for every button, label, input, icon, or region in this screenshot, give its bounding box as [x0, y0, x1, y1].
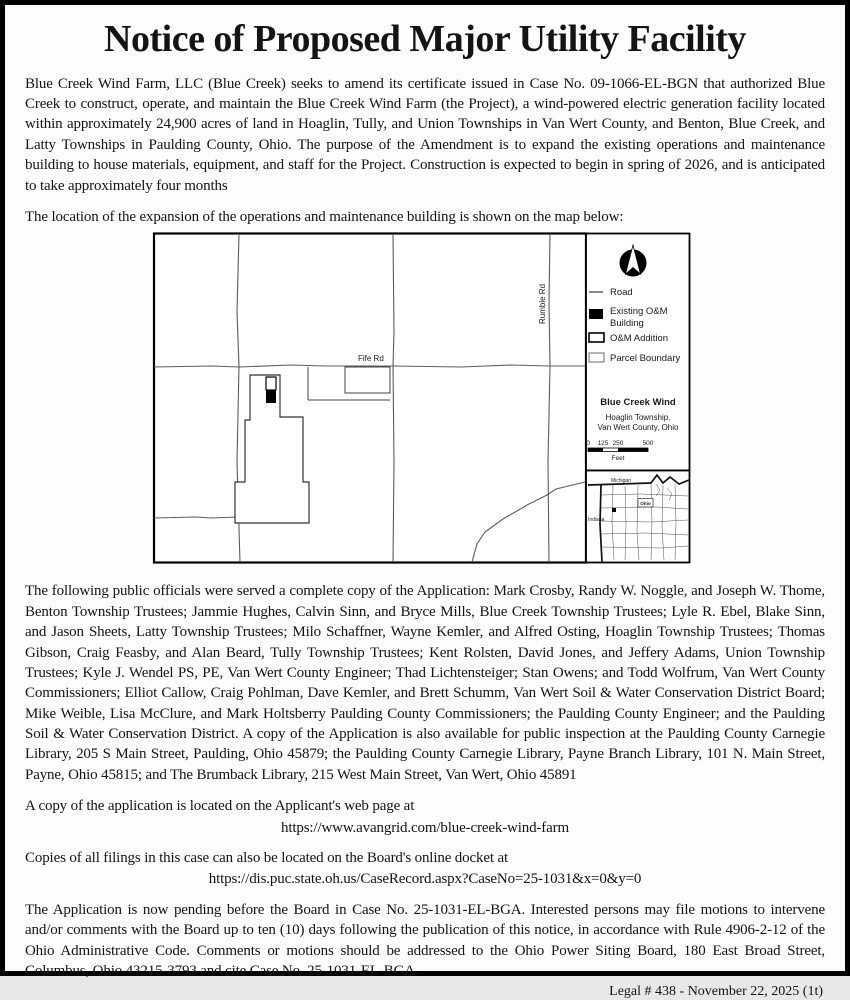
page-title: Notice of Proposed Major Utility Facility: [104, 18, 746, 60]
docket-line: Copies of all filings in this case can also be located on the Board's online docket at: [25, 850, 509, 867]
scale-tick-0: 0: [586, 440, 590, 448]
rumble-rd-label: Rumble Rd: [538, 284, 547, 325]
web-page-url: https://www.avangrid.com/blue-creek-wind-farm: [280, 819, 569, 836]
fife-rd-label: Fife Rd: [358, 354, 384, 364]
scale-tick-125: 125: [597, 440, 609, 448]
legend-addition-swatch: [589, 333, 604, 342]
map-frame: [154, 234, 586, 563]
legend-parcel-label: Parcel Boundary: [610, 353, 681, 365]
scale-tick-250: 250: [612, 440, 624, 448]
legend-existing-label-2: Building: [610, 318, 644, 330]
docket-url: https://dis.puc.state.oh.us/CaseRecord.aspx?CaseNo=25-1031&x=0&y=0: [208, 871, 642, 888]
legend-title: Blue Creek Wind: [600, 397, 676, 409]
legend-subtitle-2: Van Wert County, Ohio: [597, 423, 679, 433]
scale-tick-500: 500: [642, 440, 654, 448]
intro-paragraph: Blue Creek Wind Farm, LLC (Blue Creek) seeks to amend its certificate issued in Case No. 09-1066-EL-BGN that authorized Blue Creek to construct, operate, and maintain the Blue Creek Wind Farm (the Project), a wind-powered electric generation facility located within approximately 24,900 acres of land in Hoaglin, Tully, and Union Townships in Van Wert County, and Benton, Blue Creek, and Latty Townships in Paulding County, Ohio. The purpose of the Amendment is to expand the existing operations and maintenance building to house materials, equipment, and staff for the Project. Construction is expected to begin in spring of 2026, and is anticipated to take approximately four months: [25, 75, 825, 194]
om-addition-shape: [266, 377, 276, 390]
pending-paragraph: The Application is now pending before the Board in Case No. 25-1031-EL-BGA. Interested persons may file motions to intervene and/or comments with the Board up to ten (10) days following the publication of this notice, in accordance with Rule 4906-2-12 of the Ohio Administrative Code. Comments or motions should be addressed to the Ohio Power Siting Board, 180 East Broad Street, Columbus, Ohio 43215-3793 and cite Case No. 25-1031-EL-BGA.: [25, 901, 825, 979]
legend-addition-label: O&M Addition: [610, 333, 669, 345]
inset-site-marker: [612, 508, 616, 512]
inset-michigan-label: Michigan: [610, 478, 632, 485]
existing-building-shape: [266, 390, 276, 403]
legal-footer: Legal # 438 - November 22, 2025 (1t): [609, 984, 823, 1000]
web-page-line: A copy of the application is located on the Applicant's web page at: [25, 798, 415, 815]
legend-parcel-swatch: [589, 353, 604, 362]
legend-existing-swatch: [589, 309, 603, 319]
map-caption: The location of the expansion of the operations and maintenance building is shown on the map below:: [25, 208, 624, 225]
location-map-figure: [151, 232, 691, 564]
officials-paragraph: The following public officials were served a complete copy of the Application: Mark Crosby, Randy W. Noggle, and Joseph W. Thome, Benton Township Trustees; Jammie Hughes, Calvin Sinn, and Bryce Mills, Blue Creek Township Trustees; Lyle R. Ebel, Blake Sinn, and Jason Sheets, Latty Township Trustees; Milo Schaffner, Wayne Kemler, and Alfred Osting, Hoaglin Township Trustees; Thomas Gibson, Craig Feasby, and Alan Beard, Tully Township Trustees; Kent Rolsten, David Jones, and Jeffery Adams, Union Township Trustees; Kyle J. Wendel PS, PE, Van Wert County Engineer; Thad Lichtensteiger; Stan Owens; and Todd Wolfrum, Van Wert County Commissioners; Elliot Callow, Craig Pohlman, Dave Kemler, and Brett Schumm, Van Wert Soil & Water Conservation District Board; Mike Weible, Lisa McClure, and Mark Holtsberry Paulding County Commissioners; the Paulding County Engineer; and the Paulding Soil & Water Conservation District. A copy of the Application is also available for public inspection at the Paulding County Carnegie Library, 205 S Main Street, Paulding, Ohio 45879; the Paulding County Carnegie Library, Payne Branch Library, 101 N. Main Street, Payne, Ohio 45815; and The Brumback Library, 215 West Main Street, Van Wert, Ohio 45891: [25, 583, 825, 783]
legend-existing-label-1: Existing O&M: [610, 306, 668, 318]
road-center: [393, 234, 394, 562]
scale-unit-label: Feet: [611, 455, 625, 463]
inset-indiana-label: Indiana: [588, 517, 605, 524]
inset-ohio-label: Ohio: [640, 501, 651, 507]
legend-road-label: Road: [610, 287, 633, 299]
legend-subtitle-1: Hoaglin Township,: [605, 413, 671, 423]
